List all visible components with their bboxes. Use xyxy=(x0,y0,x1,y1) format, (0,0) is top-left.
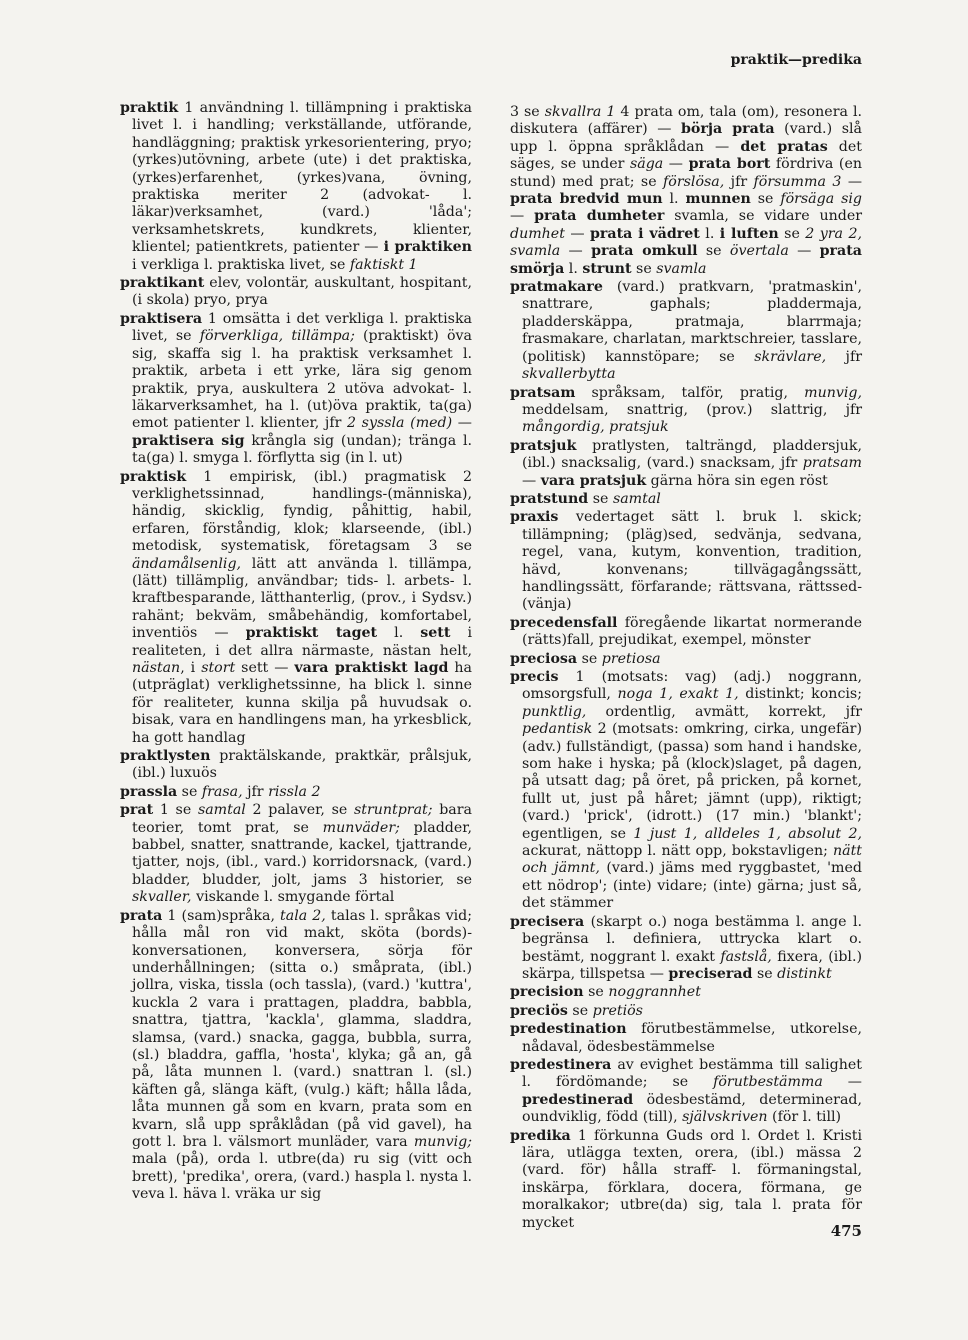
cross-reference: pedantisk xyxy=(522,721,593,738)
cross-reference: samtal xyxy=(612,490,661,507)
entry-text: se xyxy=(750,191,781,208)
entry-text: jfr xyxy=(724,173,754,190)
entry-text: (för l. till) xyxy=(767,1109,842,1126)
headword: precision xyxy=(510,984,584,1001)
cross-reference: punktlig, xyxy=(522,703,587,720)
entry-text: jfr xyxy=(242,783,269,800)
entry-text: l. xyxy=(564,260,583,277)
entry-text: (praktiskt) öva sig, skaffa sig l. ha praktisk verksamhet l. praktik, arbeta i ett yrke, lära sig genom praktik, prya, auskultera 2 utöva advokat- l. läkarverksamhet, ha l. (ut)öva praktik, ta(ga) emot patienter l. klienter, jfr xyxy=(132,328,472,432)
phrase-headword: börja prata xyxy=(681,121,775,138)
entry-text: 1 användning l. tillämpning i praktiska livet l. i handling; verkställande, utförande, handläggning; praktisk yrkesorientering, pryo; (yrkes)utövning, arbete (ute) i det praktiska, (yrkes)erfarenhet, (yrkes)vana, övning, praktiska meriter 2 (advokat- l. läkar)verksamhet, (vard.) 'låda'; verksamhetskrets, kundkrets, klienter, klientel; patientkrets, patienter — xyxy=(132,100,472,256)
dictionary-entry xyxy=(510,1128,862,1232)
cross-reference: försumma 3 xyxy=(753,173,842,190)
entry-text: 1 (sam)språka, xyxy=(162,907,281,924)
entry-text: se xyxy=(778,225,806,242)
headword: prata xyxy=(120,907,163,924)
entry-text: meddelsam, snattrig, (prov.) slattrig, jfr xyxy=(522,401,862,418)
dictionary-entry xyxy=(510,509,862,613)
entry-text: (vard.) slå upp l. öppna språklådan — xyxy=(510,121,862,155)
entry-text: lätt att använda l. tillämpa, (lätt) tillämplig, användbar; tids- l. arbets- l. kraftbesparande, lätthanterlig, (prov., i Sydsv.) rahänt; bekväm, småbehändig, komfortabel, inventiös — xyxy=(132,555,472,642)
dictionary-entry xyxy=(510,984,862,1001)
cross-reference: noga 1, exakt 1, xyxy=(617,686,739,703)
cross-reference: munvig; xyxy=(413,1133,472,1150)
entry-text: se xyxy=(752,965,778,982)
entry-text: ha (utpräglat) verklighetssinne, ha blick l. sinne för realiteter, kunna skilja på huvudsak o. bisak, vara en handlingens man, ha yrkesblick, ha gott handlag xyxy=(132,660,473,746)
dictionary-entry xyxy=(120,469,472,748)
entry-text: 2 (motsats: omkring, cirka, ungefär) (adv.) fullständigt, (passa) som hand i handske, som hake i hyska; på (klock)slaget, på dagen, på utsatt dag; på öret, på pricken, på kornet, fullt ut, just på håret; jämnt (upp), riktigt; (vard.) 'prick', (idrott.) (17 min.) 'blankt'; egentligen, se xyxy=(522,721,862,842)
headword: praktisk xyxy=(120,468,187,485)
phrase-headword: det pratas xyxy=(740,138,828,155)
dictionary-entry xyxy=(120,802,472,906)
dictionary-entry xyxy=(120,748,472,783)
cross-reference: mångordig, pratsjuk xyxy=(522,419,669,436)
headword: pratstund xyxy=(510,490,589,507)
entry-text: — xyxy=(564,225,590,242)
entry-text: av evighet bestämma till salighet l. fördömande; se xyxy=(522,1056,862,1091)
entry-text: l. xyxy=(699,225,720,242)
headword: prassla xyxy=(120,783,178,800)
entry-text: det säges, se under xyxy=(510,138,862,173)
dictionary-entry-continuation xyxy=(510,104,862,278)
cross-reference: skvallra 1 xyxy=(544,104,616,120)
running-head: praktik—predika xyxy=(730,52,862,68)
cross-reference: tala 2, xyxy=(280,907,326,924)
cross-reference: faktiskt 1 xyxy=(349,256,418,273)
dictionary-entry xyxy=(510,651,862,668)
entry-text: se xyxy=(583,984,609,1001)
headword: precis xyxy=(510,669,559,685)
headword: preciös xyxy=(510,1002,568,1019)
entry-text: 1 omsätta i det verkliga l. praktiska livet, se xyxy=(132,310,472,345)
entry-text: ödesbestämd, determinerad, oundviklig, född (till), xyxy=(522,1091,862,1126)
entry-text: viskande l. smygande förtal xyxy=(191,889,395,906)
entry-text: se xyxy=(577,650,602,667)
cross-reference: säga xyxy=(629,156,664,173)
cross-reference: skrävlare, xyxy=(754,348,827,365)
phrase-headword: i luften xyxy=(719,225,779,242)
dictionary-entry xyxy=(510,438,862,490)
cross-reference: nästan xyxy=(132,660,181,676)
entry-text: pratlysten, talträngd, pladdersjuk, (ibl.) snacksalig, (vard.) snacksam, jfr xyxy=(522,437,862,472)
phrase-headword: praktisera sig xyxy=(132,432,245,449)
entry-text: — xyxy=(510,208,535,225)
phrase-headword: i praktiken xyxy=(383,239,472,256)
phrase-headword: prata i vädret xyxy=(589,225,700,242)
cross-reference: distinkt xyxy=(777,965,832,982)
entry-text: 2 palaver, se xyxy=(245,802,354,819)
headword: predika xyxy=(510,1127,571,1144)
headword: prat xyxy=(120,802,154,819)
dictionary-entry xyxy=(510,669,862,913)
dictionary-entry xyxy=(510,615,862,650)
cross-reference: skvaller, xyxy=(132,889,192,906)
dictionary-entry xyxy=(510,1003,862,1020)
dictionary-entry xyxy=(510,385,862,437)
dictionary-entry xyxy=(120,275,472,310)
headword: praktikant xyxy=(120,275,205,292)
dictionary-entry xyxy=(120,908,472,1204)
phrase-headword: strunt xyxy=(582,260,632,277)
entry-text: 4 prata om, tala (om), resonera l. diskutera (affärer) — xyxy=(510,104,862,138)
cross-reference: pretiös xyxy=(592,1002,643,1019)
phrase-headword: preciserad xyxy=(668,965,753,982)
entry-text: talas l. språkas vid; hålla mål ron vid makt, sköta (bords)-konversationen, konversera, sörja för underhållningen; (sitta o.) småprata, (ibl.) jollra, viska, tissla (och tassla), (vard.) 'kuttra', kuckla 2 vara i prattagen, pladdra, babbla, snattra, tjattra, 'kackla', glamma, sladdra, slamsa, (vard.) snacka, gagga, bubbla, surra, (sl.) bladdra, gaffla, 'hosta', klyka; gå an, gå på, låta munnen l. (vard.) snattran l. (sl.) käften gå, slänga käft, (vulg.) käft; hålla låda, låta munnen gå som en kvarn, prata som en kvarn, slå upp språklådan (på vid gavel), ha gott l. bra l. välsmort munläder, vara xyxy=(132,907,472,1150)
headword: precisera xyxy=(510,913,585,930)
phrase-headword: prata bredvid mun xyxy=(510,191,663,208)
entry-text: praktälskande, praktkär, prålsjuk, (ibl.) luxuös xyxy=(132,748,472,782)
phrase-headword: vara praktiskt lagd xyxy=(294,660,449,676)
headword: predestinera xyxy=(510,1056,612,1073)
phrase-headword: praktiskt taget xyxy=(245,625,378,642)
dictionary-entry xyxy=(120,784,472,801)
entry-text: l. xyxy=(662,191,686,208)
right-column xyxy=(510,104,862,1233)
phrase-headword: predestinerad xyxy=(522,1091,634,1108)
entry-text: mala (på), orda l. utbre(da) ru sig (vitt och brett), 'predika', orera, (vard.) haspla l. nysta l. veva l. häva l. vräka ur sig xyxy=(132,1151,472,1203)
cross-reference: frasa, xyxy=(201,783,243,800)
headword: preciosa xyxy=(510,650,578,667)
cross-reference: försäga sig xyxy=(780,191,863,208)
entry-text: ordentlig, avmätt, korrekt, jfr xyxy=(586,703,862,720)
dictionary-entry xyxy=(510,1057,862,1127)
entry-text: krångla sig (undan); tränga l. ta(ga) l. smyga l. förflytta sig (in l. ut) xyxy=(132,432,472,467)
cross-reference: förutbestämma xyxy=(713,1074,823,1091)
entry-text: — xyxy=(560,243,592,260)
phrase-headword: prata smörja xyxy=(510,243,862,277)
cross-reference: stort xyxy=(201,660,236,676)
dictionary-entry xyxy=(120,311,472,468)
entry-text: föregående likartat normerande (rätts)fall, prejudikat, exempel, mönster xyxy=(522,614,862,649)
dictionary-entry xyxy=(510,1021,862,1056)
headword: precedensfall xyxy=(510,614,618,631)
entry-text: (skarpt o.) noga bestämma l. ange l. begränsa l. definiera, uttrycka klart o. bestämt, noggrant l. exakt xyxy=(522,913,862,965)
entry-text: vedertaget sätt l. bruk l. skick; tillämpning; (pläg)sed, sedvänja, sedvana, regel, vana, kutym, konvention, tradition, hävd, konvenans; tillvägagångssätt, handlingssätt, förfarande; rättsvana, rättssed-(vänja) xyxy=(522,509,862,613)
entry-text: — xyxy=(663,156,689,173)
phrase-headword: vara pratsjuk xyxy=(540,472,647,489)
phrase-headword: prata bort xyxy=(688,156,771,173)
cross-reference: rissla 2 xyxy=(268,783,321,800)
entry-text: , i xyxy=(180,660,202,676)
entry-text: — xyxy=(522,472,541,489)
cross-reference: förslösa, xyxy=(663,173,725,190)
phrase-headword: sett xyxy=(420,625,451,642)
entry-text: — xyxy=(452,415,472,432)
entry-text: se xyxy=(631,260,657,277)
entry-text: l. xyxy=(377,625,421,642)
entry-text: — xyxy=(841,173,863,190)
entry-text: gärna höra sin egen röst xyxy=(646,472,828,489)
headword: pratmakare xyxy=(510,279,603,296)
entry-text: se xyxy=(567,1002,593,1019)
entry-text: bara teorier, tomt prat, se xyxy=(132,802,473,836)
headword: praktik xyxy=(120,100,179,116)
cross-reference: noggrannhet xyxy=(608,984,701,1001)
entry-text: ackurat, nättopp l. nätt opp, bokstavligen; xyxy=(522,843,833,860)
entry-text: elev, volontär, auskultant, hospitant, (i skola) pryo, prya xyxy=(132,275,472,309)
cross-reference: 2 yra 2, svamla xyxy=(510,225,862,260)
cross-reference: övertala xyxy=(729,243,789,260)
entry-text: förutbestämmelse, utkorelse, nådaval, ödesbestämmelse xyxy=(522,1021,862,1055)
cross-reference: nätt och jämnt, xyxy=(522,843,862,877)
page-number: 475 xyxy=(830,1222,862,1240)
cross-reference: 2 syssla (med) xyxy=(347,415,453,432)
dictionary-entry xyxy=(510,491,862,508)
headword: pratsjuk xyxy=(510,437,577,454)
entry-text: se xyxy=(588,490,613,507)
left-column xyxy=(120,100,472,1205)
entry-text: i realiteten, i det allra närmaste, nästan helt, xyxy=(132,625,472,659)
phrase-headword: prata dumheter xyxy=(534,208,665,225)
dictionary-entry xyxy=(510,914,862,984)
headword: praxis xyxy=(510,509,559,526)
cross-reference: förverkliga, tillämpa; xyxy=(199,328,355,345)
phrase-headword: prata omkull xyxy=(591,243,698,260)
cross-reference: munväder; xyxy=(322,819,400,836)
headword: pratsam xyxy=(510,384,576,401)
entry-text: svamla, se vidare under xyxy=(664,208,862,225)
dictionary-entry xyxy=(120,100,472,274)
cross-reference: pratsam xyxy=(802,455,862,472)
entry-text: se xyxy=(697,243,730,260)
cross-reference: pretiosa xyxy=(601,650,661,667)
cross-reference: struntprat; xyxy=(353,802,433,819)
entry-text: 1 empirisk, (ibl.) pragmatisk 2 verklighetssinnad, handlings-(människa), händig, skicklig, fyndig, påhittig, habil, erfaren, förståndig, klok; klarseende, (ibl.) metodisk, systematisk, företagsam 3 se xyxy=(132,468,472,555)
entry-text: 1 förkunna Guds ord l. Ordet l. Kristi lära, utlägga texten, orera, (ibl.) mässa 2 (vard. för) hålla straff- l. förmaningstal, inskärpa, förklara, docera, förmana, ge moralkakor; utbre(da) sig, tala l. prata för mycket xyxy=(522,1127,862,1231)
entry-text: 1 se xyxy=(153,802,198,819)
entry-text: (vard.) pratkvarn, 'pratmaskin', snattrare, gaphals; pladdermaja, pladderskäppa, pratmaja, blarrmaja; frasmakare, charlatan, marktschreier, tasslare, (politisk) kannstöpare; se xyxy=(522,279,862,365)
headword: predestination xyxy=(510,1021,627,1038)
entry-text: jfr xyxy=(826,348,862,365)
entry-text: språksam, talför, pratig, xyxy=(575,384,805,401)
cross-reference: självskriven xyxy=(682,1109,768,1126)
entry-text: i verkliga l. praktiska livet, se xyxy=(132,256,350,273)
entry-text: se xyxy=(177,783,202,800)
cross-reference: ändamålsenlig, xyxy=(132,555,242,572)
entry-text: sett — xyxy=(235,660,295,676)
cross-reference: svamla xyxy=(656,260,707,277)
entry-text: pladder, babbel, snatter, snattrande, kackel, tjattrande, tjatter, nojs, (ibl., vard.) korridorsnack, (vard.) bladder, bludder, jolt, jams 3 historier, se xyxy=(132,819,472,888)
entry-text: (vard.) jäms med ryggbastet, 'med ett nödrop'; (inte) vidare; (inte) gärna; just så, det stämmer xyxy=(522,860,862,912)
cross-reference: fastslå, xyxy=(720,948,772,965)
entry-text: — xyxy=(788,243,820,260)
cross-reference: 1 just 1, alldeles 1, absolut 2, xyxy=(633,825,862,842)
cross-reference: munvig, xyxy=(804,384,862,401)
cross-reference: skvallerbytta xyxy=(522,366,616,383)
phrase-headword: munnen xyxy=(685,191,751,208)
entry-text: 3 se xyxy=(510,104,545,120)
entry-text: distinkt; koncis; xyxy=(738,686,862,703)
dictionary-entry xyxy=(510,279,862,383)
entry-text: 1 (motsats: vag) (adj.) noggrann, omsorgsfull, xyxy=(522,669,862,703)
cross-reference: samtal xyxy=(197,802,246,819)
cross-reference: dumhet xyxy=(510,225,565,242)
entry-text: fixera, (ibl.) skärpa, tillspetsa — xyxy=(522,948,862,982)
entry-text: — xyxy=(822,1074,862,1091)
entry-text: fördriva (en stund) med prat; se xyxy=(510,156,862,190)
headword: praktisera xyxy=(120,310,203,327)
headword: praktlysten xyxy=(120,748,211,765)
